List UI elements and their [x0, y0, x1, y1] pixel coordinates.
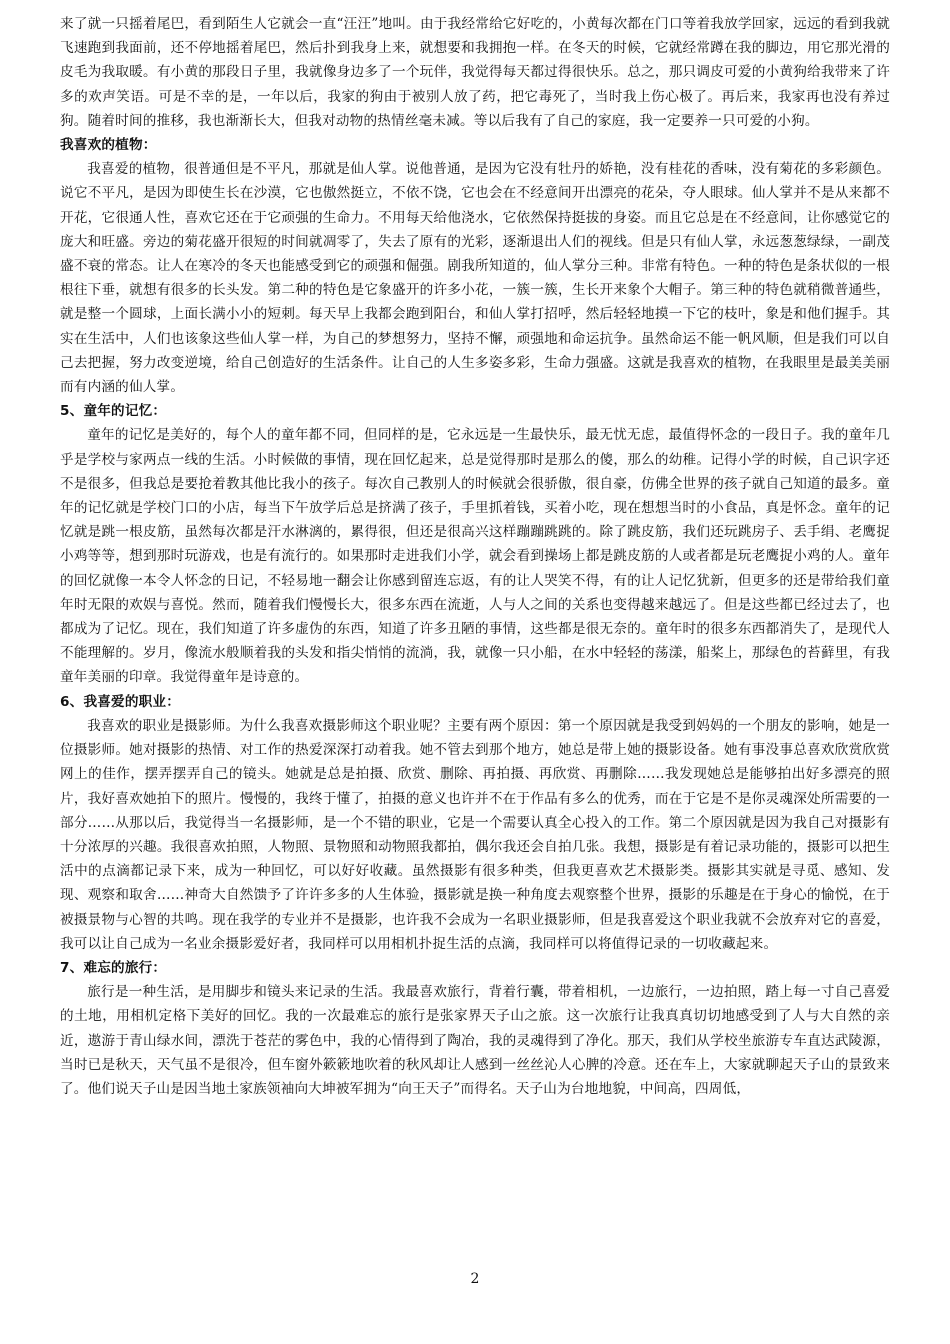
section-heading-childhood: 5、童年的记忆： [60, 403, 167, 420]
section-heading-career: 6、我喜爱的职业： [60, 693, 181, 710]
continuation-paragraph: 来了就一只摇着尾巴，看到陌生人它就会一直“汪汪”地叫。由于我经常给它好吃的，小黄每次都在门口等着我放学回家，远远的看到我就飞速跑到我面前，还不停地摇着尾巴，然后扑到我身上来，就想要和我拥抱一样。在冬天的时候，它就经常蹲在我的脚边，用它那光滑的皮毛为我取暖。有小黄的那段日子里，我就像身边多了一个玩伴，我觉得每天都过得很快乐。总之，那只调皮可爱的小黄狗给我带来了许多的欢声笑语。可是不幸的是，一年以后，我家的狗由于被别人放了药，把它毒死了，当时我上伤心极了。再后来，我家再也没有养过狗。随着时间的推移，我也渐渐长大，但我对动物的热情丝毫未减。等以后我有了自己的家庭，我一定要养一只可爱的小狗。 [60, 16, 890, 129]
section-body-career: 我喜欢的职业是摄影师。为什么我喜欢摄影师这个职业呢？主要有两个原因：第一个原因就是我受到妈妈的一个朋友的影响，她是一位摄影师。她对摄影的热情、对工作的热爱深深打动着我。她不管去到那个地方，她总是带上她的摄影设备。她有事没事总喜欢欣赏欣赏网上的佳作，摆弄摆弄自己的镜头。她就是总是拍摄、欣赏、删除、再拍摄、再欣赏、再删除……我发现她总是能够拍出好多漂亮的照片，我好喜欢她拍下的照片。慢慢的，我终于懂了，拍摄的意义也许并不在于作品有多么的优秀，而在于它是不是你灵魂深处所需要的一部分……从那以后，我觉得当一名摄影师，是一个不错的职业，它是一个需要认真全心投入的工作。第二个原因就是因为我自己对摄影有十分浓厚的兴趣。我很喜欢拍照，人物照、景物照和动物照我都拍，偶尔我还会自拍几张。我想，摄影是有着记录功能的，摄影可以把生活中的点滴都记录下来，成为一种回忆，可以好好收藏。虽然摄影有很多种类，但我更喜欢艺术摄影类。摄影其实就是寻觅、感知、发现、观察和取舍……神奇大自然馈予了许许多多的人生体验，摄影就是换一种角度去观察整个世界，摄影的乐趣是在于身心的愉悦，在于被摄景物与心智的共鸣。现在我学的专业并不是摄影，也许我不会成为一名职业摄影师，但是我喜爱这个职业我就不会放弃对它的喜爱，我可以让自己成为一名业余摄影爱好者，我同样可以用相机扑捉生活的点滴，我同样可以将值得记录的一切收藏起来。 [60, 717, 890, 952]
document-body [60, 12, 890, 1101]
section-heading-plant: 我喜欢的植物： [60, 137, 157, 154]
section-body-childhood: 童年的记忆是美好的，每个人的童年都不同，但同样的是，它永远是一生最快乐，最无忧无虑，最值得怀念的一段日子。我的童年几乎是学校与家两点一线的生活。小时候做的事情，现在回忆起来，总是觉得那时是那么的傻，那么的幼稚。记得小学的时候，自己识字还不是很多，但我总是要抢着教其他比我小的孩子。每次自己教别人的时候就会很骄傲，很自豪，仿佛全世界的孩子就自己知道的最多。童年的记忆就是学校门口的小店，每当下午放学后总是挤满了孩子，手里抓着钱，买着小吃，现在想想当时的小食品，真是怀念。童年的记忆就是跳一根皮筋，虽然每次都是汗水淋漓的，累得很，但还是很高兴这样蹦蹦跳跳的。除了跳皮筋，我们还玩跳房子、丢手绢、老鹰捉小鸡等等，想到那时玩游戏，也是有流行的。如果那时走进我们小学，就会看到操场上都是跳皮筋的人或者都是玩老鹰捉小鸡的人。童年的回忆就像一本令人怀念的日记，不轻易地一翻会让你感到留连忘返，有的让人哭笑不得，有的让人记忆犹新，但更多的还是带给我们童年时无限的欢娱与喜悦。然而，随着我们慢慢长大，很多东西在流逝，人与人之间的关系也变得越来越远了。但是这些都已经过去了，也都成为了记忆。现在，我们知道了许多虚伪的东西，知道了许多丑陋的事情，这些都是很无奈的。童年时的很多东西都消失了，是现代人不能理解的。岁月，像流水般顺着我的头发和指尖悄悄的流淌，我，就像一只小船，在水中轻轻的荡漾，船桨上，那绿色的苔藓里，有我童年美丽的印章。我觉得童年是诗意的。 [60, 427, 890, 686]
section-body-plant: 我喜爱的植物，很普通但是不平凡，那就是仙人掌。说他普通，是因为它没有牡丹的娇艳，没有桂花的香味，没有菊花的多彩颜色。说它不平凡，是因为即使生长在沙漠，它也傲然挺立，不依不饶，它也会在不经意间开出漂亮的花朵，夺人眼球。仙人掌并不是从来都不开花，它很通人性，喜欢它还在于它顽强的生命力。不用每天给他浇水，它依然保持挺拔的身姿。而且它总是在不经意间，让你感觉它的庞大和旺盛。旁边的菊花盛开很短的时间就凋零了，失去了原有的光彩，逐渐退出人们的视线。但是只有仙人掌，永远葱葱绿绿，一副茂盛不衰的常态。让人在寒冷的冬天也能感受到它的顽强和倔强。剧我所知道的，仙人掌分三种。非常有特色。一种的特色是条状似的一根根往下垂，就想有很多的长头发。第二种的特色是它象盛开的许多小花，一簇一簇，生长开来象个大帽子。第三种的特色就稍微普通些，就是整一个圆球，上面长满小小的短刺。每天早上我都会跑到阳台，和仙人掌打招呼，然后轻轻地摸一下它的枝叶，象是和他们握手。其实在生活中，人们也该象这些仙人掌一样，为自己的梦想努力，坚持不懈，顽强地和命运抗争。虽然命运不能一帆风顺，但是我们可以自己去把握，努力改变逆境，给自己创造好的生活条件。让自己的人生多姿多彩，生命力强盛。这就是我喜欢的植物，在我眼里是最美美丽而有内涵的仙人掌。 [60, 161, 890, 396]
page-number: 2 [470, 1271, 480, 1287]
section-heading-travel: 7、难忘的旅行： [60, 959, 167, 976]
section-body-travel: 旅行是一种生活，是用脚步和镜头来记录的生活。我最喜欢旅行，背着行囊，带着相机，一边旅行，一边拍照，踏上每一寸自己喜爱的土地，用相机定格下美好的回忆。我的一次最难忘的旅行是张家界天子山之旅。这一次旅行让我真真切切地感受到了人与大自然的亲近，遨游于青山绿水间，漂洗于苍茫的雾色中，我的心情得到了陶冶，我的灵魂得到了净化。那天，我们从学校坐旅游专车直达武陵源，当时已是秋天，天气虽不是很冷，但车窗外簌簌地吹着的秋风却让人感到一丝丝沁人心脾的冷意。还在车上，大家就聊起天子山的景致来了。他们说天子山是因当地土家族领袖向大坤被军拥为“向王天子”而得名。天子山为台地地貌，中间高，四周低， [60, 984, 890, 1097]
